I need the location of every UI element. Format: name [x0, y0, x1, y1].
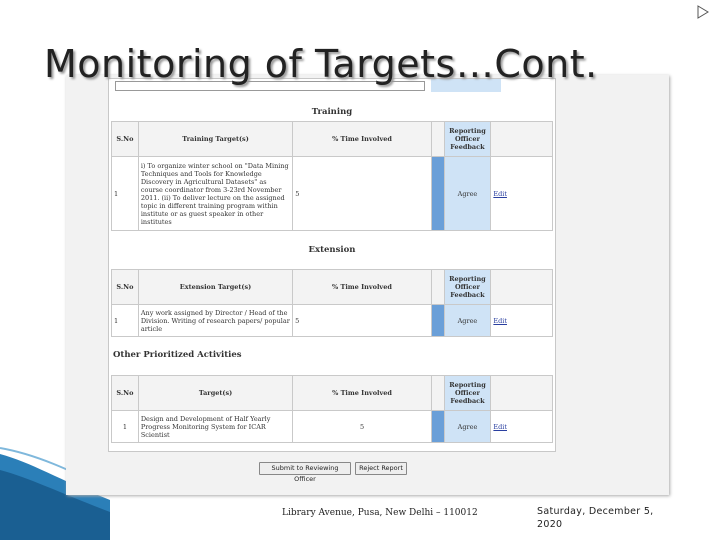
cell-pct: 5 [293, 157, 432, 231]
header-sno: S.No [112, 376, 139, 411]
header-pct: % Time Involved [293, 270, 432, 305]
feedback-bar [431, 122, 444, 157]
cell-pct: 5 [293, 411, 432, 443]
table-header-row [112, 122, 553, 157]
header-pct: % Time Involved [293, 122, 432, 157]
header-feedback: Reporting Officer Feedback [444, 270, 491, 305]
cell-feedback: Agree [444, 411, 491, 443]
header-edit-blank [491, 376, 553, 411]
feedback-bar [431, 376, 444, 411]
edit-link[interactable]: Edit [493, 189, 507, 198]
reject-report-button[interactable]: Reject Report [355, 462, 407, 475]
cell-pct: 5 [293, 305, 432, 337]
table-row [112, 157, 553, 231]
table-row [112, 411, 553, 443]
footer-date: Saturday, December 5, 2020 [537, 506, 654, 530]
cell-feedback: Agree [444, 305, 491, 337]
cell-target: i) To organize winter school on "Data Mining Techniques and Tools for Knowledge Discovery in Agricultural Datasets" as course coordinator from 3-23rd November 2011. (ii) To deliver lecture on the assigned topic in different training program within institute or as guest speaker in other institutes [138, 157, 292, 231]
header-sno: S.No [112, 122, 139, 157]
header-edit-blank [491, 122, 553, 157]
footer-address: Library Avenue, Pusa, New Delhi – 110012 [282, 508, 478, 518]
header-target: Target(s) [138, 376, 292, 411]
header-edit-blank [491, 270, 553, 305]
cell-sno: 1 [112, 411, 139, 443]
edit-link[interactable]: Edit [493, 422, 507, 431]
slide-title: Monitoring of Targets…Cont. [44, 42, 598, 86]
table-row [112, 305, 553, 337]
feedback-bar [431, 157, 444, 231]
feedback-bar [431, 305, 444, 337]
cell-feedback: Agree [444, 157, 491, 231]
header-target: Extension Target(s) [138, 270, 292, 305]
other-activities-heading: Other Prioritized Activities [113, 350, 242, 360]
header-pct: % Time Involved [293, 376, 432, 411]
submit-to-reviewing-officer-button[interactable]: Submit to Reviewing Officer [259, 462, 351, 475]
embedded-screenshot [108, 78, 556, 483]
table-header-row [112, 376, 553, 411]
extension-heading: Extension [308, 245, 356, 255]
cell-sno: 1 [112, 305, 139, 337]
cell-sno: 1 [112, 157, 139, 231]
cell-target: Any work assigned by Director / Head of the Division. Writing of research papers/ popular article [138, 305, 292, 337]
header-target: Training Target(s) [138, 122, 292, 157]
edit-link[interactable]: Edit [493, 316, 507, 325]
feedback-bar [431, 270, 444, 305]
table-header-row [112, 270, 553, 305]
extension-table [111, 269, 553, 337]
training-table [111, 121, 553, 231]
training-heading: Training [311, 107, 353, 117]
feedback-bar [431, 411, 444, 443]
other-activities-table [111, 375, 553, 443]
header-feedback: Reporting Officer Feedback [444, 376, 491, 411]
header-feedback: Reporting Officer Feedback [444, 122, 491, 157]
cell-target: Design and Development of Half Yearly Progress Monitoring System for ICAR Scientist [138, 411, 292, 443]
corner-arrow-icon [697, 5, 709, 19]
header-sno: S.No [112, 270, 139, 305]
